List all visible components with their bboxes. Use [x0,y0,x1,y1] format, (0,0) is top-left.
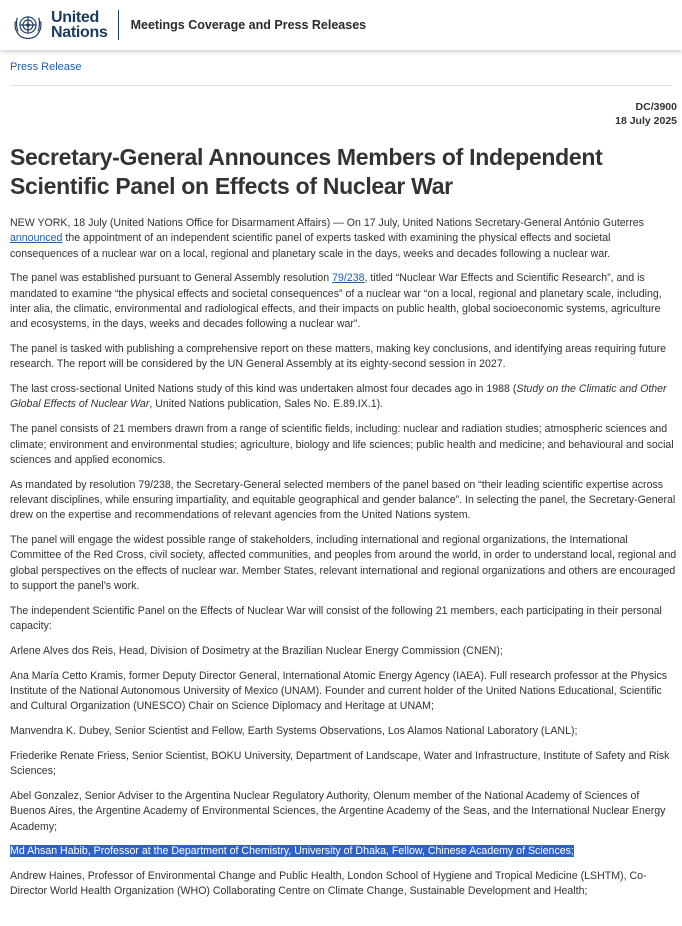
document-number: DC/3900 [635,101,677,113]
logo-line-2: Nations [51,24,108,41]
un-wordmark [51,10,108,40]
paragraph: As mandated by resolution 79/238, the Secretary-General selected members of the panel based on “their leading scientific expertise across relevant disciplines, while ensuring impartiality, and equitable geographical and gender balance”. In selecting the panel, the Secretary-General drew on the expertise and recommendations of relevant agencies from the United Nations system. [10,478,676,522]
member-entry: Friederike Renate Friess, Senior Scientist, BOKU University, Department of Landscape, Water and Infrastructure, Institute of Safety and Risk Sciences; [10,749,670,778]
header-divider [118,10,119,40]
member-entry: Manvendra K. Dubey, Senior Scientist and Fellow, Earth Systems Observations, Los Alamos National Laboratory (LANL); [10,725,578,738]
paragraph: The panel was established pursuant to General Assembly resolution 79/238, titled “Nuclear War Effects and Scientific Research”, and is mandated to examine “the physical effects and societal consequences” of a nuclear war “on a local, regional and planetary scale, including, inter alia, the climatic, environmental and radiological effects, and their impacts on public health, global socioeconomic systems, agriculture and ecosystems, in the days, weeks and decades following a nuclear war”. [10,272,662,331]
selected-text[interactable]: Md Ahsan Habib, Professor at the Department of Chemistry, University of Dhaka, Fellow, Chinese Academy of Sciences; [10,845,574,858]
site-title[interactable]: Meetings Coverage and Press Releases [130,18,367,32]
member-entry: Abel Gonzalez, Senior Adviser to the Argentina Nuclear Regulatory Authority, Olenum member of the National Academy of Sciences of Buenos Aires, the Argentine Academy of Environmental Sciences, the Argentine Academy of the Seas, and the International Nuclear Energy Academy; [10,789,666,833]
member-entry: Arlene Alves dos Reis, Head, Division of Dosimetry at the Brazilian Nuclear Energy Commission (CNEN); [10,644,503,657]
un-logo[interactable] [10,7,108,43]
announced-link[interactable]: announced [10,232,63,245]
member-entry: Ana María Cetto Kramis, former Deputy Director General, International Atomic Energy Agency (IAEA). Full research professor at the Physics Institute of the National Autonomous University of Mexico (UNAM). Founder and current holder of the United Nations Educational, Scientific and Cultural Organization (UNESCO) Chair on Science Diplomacy and Heritage at UNAM; [10,669,668,713]
paragraph: The panel consists of 21 members drawn from a range of scientific fields, including: nuclear and radiation studies; atmospheric sciences and climate; environment and environmental studies; agriculture, biology and life sciences; public health and medicine; and behavioural and social sciences and applied economics. [10,423,674,466]
article-body [10,216,678,909]
document-meta [615,100,677,128]
breadcrumb-press-release[interactable]: Press Release [10,61,82,73]
resolution-link[interactable]: 79/238 [332,272,365,285]
member-entry-selected[interactable] [10,844,678,859]
paragraph: The independent Scientific Panel on the Effects of Nuclear War will consist of the following 21 members, each participating in their personal capacity: [10,604,662,633]
document-date: 18 July 2025 [615,115,677,127]
divider [10,85,672,86]
un-emblem-icon [10,7,46,43]
site-header [0,0,682,50]
paragraph: The last cross-sectional United Nations study of this kind was undertaken almost four decades ago in 1988 (Study on the Climatic and Other Global Effects of Nuclear War, United Nations publication, Sales No. E.89.IX.1). [10,383,667,411]
paragraph: The panel will engage the widest possible range of stakeholders, including international and regional organizations, the International Committee of the Red Cross, civil society, affected communities, and peoples from around the world, in order to understand local, regional and global perspectives on the effects of nuclear war. Member States, relevant international and regional organizations and others are encouraged to support the panel’s work. [10,534,677,592]
paragraph: The panel is tasked with publishing a comprehensive report on these matters, making key conclusions, and identifying areas requiring future research. The report will be considered by the UN General Assembly at its eighty-second session in 2027. [10,343,666,371]
paragraph: NEW YORK, 18 July (United Nations Office for Disarmament Affairs) — On 17 July, United Nations Secretary-General António Guterres announced the appointment of an independent scientific panel of experts tasked with examining the physical effects and societal consequences of a nuclear war on a local, regional and planetary scale in the days, weeks and decades following a nuclear war. [10,217,644,260]
logo-line-1: United [51,9,99,26]
member-entry: Andrew Haines, Professor of Environmental Change and Public Health, London School of Hygiene and Tropical Medicine (LSHTM), Co-Director World Health Organization (WHO) Collaborating Centre on Climate Change, Sustainable Development and Health; [10,870,647,898]
page-title: Secretary-General Announces Members of Independent Scientific Panel on Effects of Nuclear War [10,144,603,199]
